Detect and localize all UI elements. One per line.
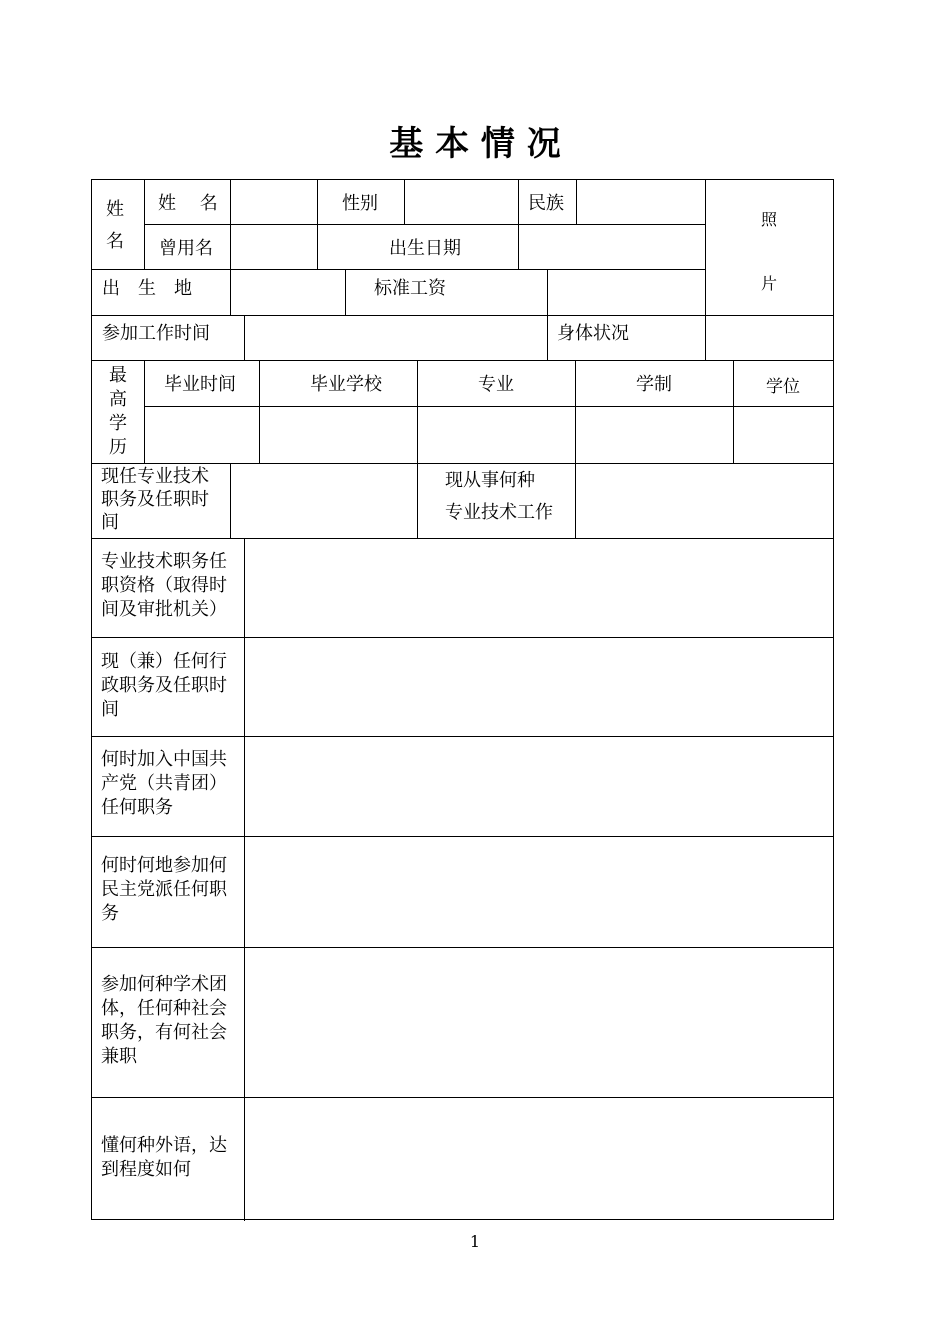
academic-groups-label: 参加何种学术团体，任何种社会职务，有何社会兼职 xyxy=(101,974,227,1067)
page-number: 1 xyxy=(469,1232,481,1251)
former-name-label: 曾用名 xyxy=(159,238,213,259)
work-start-field[interactable] xyxy=(245,316,547,360)
birth-date-field[interactable] xyxy=(519,225,705,269)
standard-salary-label: 标准工资 xyxy=(374,278,446,299)
page-title: 基 本 情 况 xyxy=(389,124,561,164)
qualification-field[interactable] xyxy=(245,539,834,637)
birthplace-label: 出 生 地 xyxy=(102,278,192,299)
birth-date-label: 出生日期 xyxy=(389,238,461,259)
edu-header-grad-time: 毕业时间 xyxy=(164,374,236,395)
democratic-party-label: 何时何地参加何民主党派任何职务 xyxy=(101,855,227,924)
health-label: 身体状况 xyxy=(557,323,629,344)
edu-grad-time-field[interactable] xyxy=(145,407,259,463)
edu-major-field[interactable] xyxy=(418,407,575,463)
gender-label: 性别 xyxy=(342,193,378,214)
name-field[interactable] xyxy=(231,181,317,224)
admin-post-field[interactable] xyxy=(245,638,834,736)
basic-info-form: 姓 名 姓 名 性别 民族 曾用名 出生日期 照 片 出 生 地 标准工资 参加工作时间 身体状况 最 高 学 历 毕业时间 毕业学校 专业 学制 学位 现任专业技术职务及任职时间 现从事何种 专业技术工作 专业技术职务任职资格（取得时间及审批机关） 现（兼）任何行政职务及任职时间 何时加入中国共产党（共青团）任何职务 何时何地参加何民主党派任何职务 参加何种学术团体，任何种社会职务，有何社会兼职 懂何种外语，达到程度如何 xyxy=(91,179,834,1220)
qualification-label: 专业技术职务任职资格（取得时间及审批机关） xyxy=(101,551,227,620)
democratic-party-field[interactable] xyxy=(245,837,834,947)
ethnicity-label: 民族 xyxy=(528,193,564,214)
edu-header-major: 专业 xyxy=(478,374,514,395)
edu-header-school: 毕业学校 xyxy=(310,374,382,395)
current-work-label-line1: 现从事何种 xyxy=(445,470,535,491)
current-work-field[interactable] xyxy=(576,464,834,538)
party-membership-field[interactable] xyxy=(245,737,834,836)
current-title-label: 现任专业技术职务及任职时间 xyxy=(101,466,209,533)
ethnicity-field[interactable] xyxy=(577,181,705,224)
standard-salary-field[interactable] xyxy=(548,270,705,315)
foreign-language-field[interactable] xyxy=(245,1098,834,1220)
former-name-field[interactable] xyxy=(231,225,317,269)
edu-duration-field[interactable] xyxy=(576,407,733,463)
photo-box: 照 片 xyxy=(761,210,778,293)
name-label: 姓 名 xyxy=(158,193,218,214)
edu-degree-field[interactable] xyxy=(734,407,834,463)
admin-post-label: 现（兼）任何行政职务及任职时间 xyxy=(101,651,227,720)
party-membership-label: 何时加入中国共产党（共青团）任何职务 xyxy=(101,749,227,818)
edu-header-duration: 学制 xyxy=(636,374,672,395)
edu-school-field[interactable] xyxy=(260,407,417,463)
edu-header-degree: 学位 xyxy=(766,377,800,397)
birthplace-field[interactable] xyxy=(231,270,345,315)
foreign-language-label: 懂何种外语，达到程度如何 xyxy=(101,1135,227,1180)
academic-groups-field[interactable] xyxy=(245,948,834,1097)
current-title-field[interactable] xyxy=(231,464,417,538)
current-work-label-line2: 专业技术工作 xyxy=(445,502,553,523)
gender-field[interactable] xyxy=(405,181,518,224)
work-start-label: 参加工作时间 xyxy=(102,323,210,344)
health-field[interactable] xyxy=(706,316,834,360)
